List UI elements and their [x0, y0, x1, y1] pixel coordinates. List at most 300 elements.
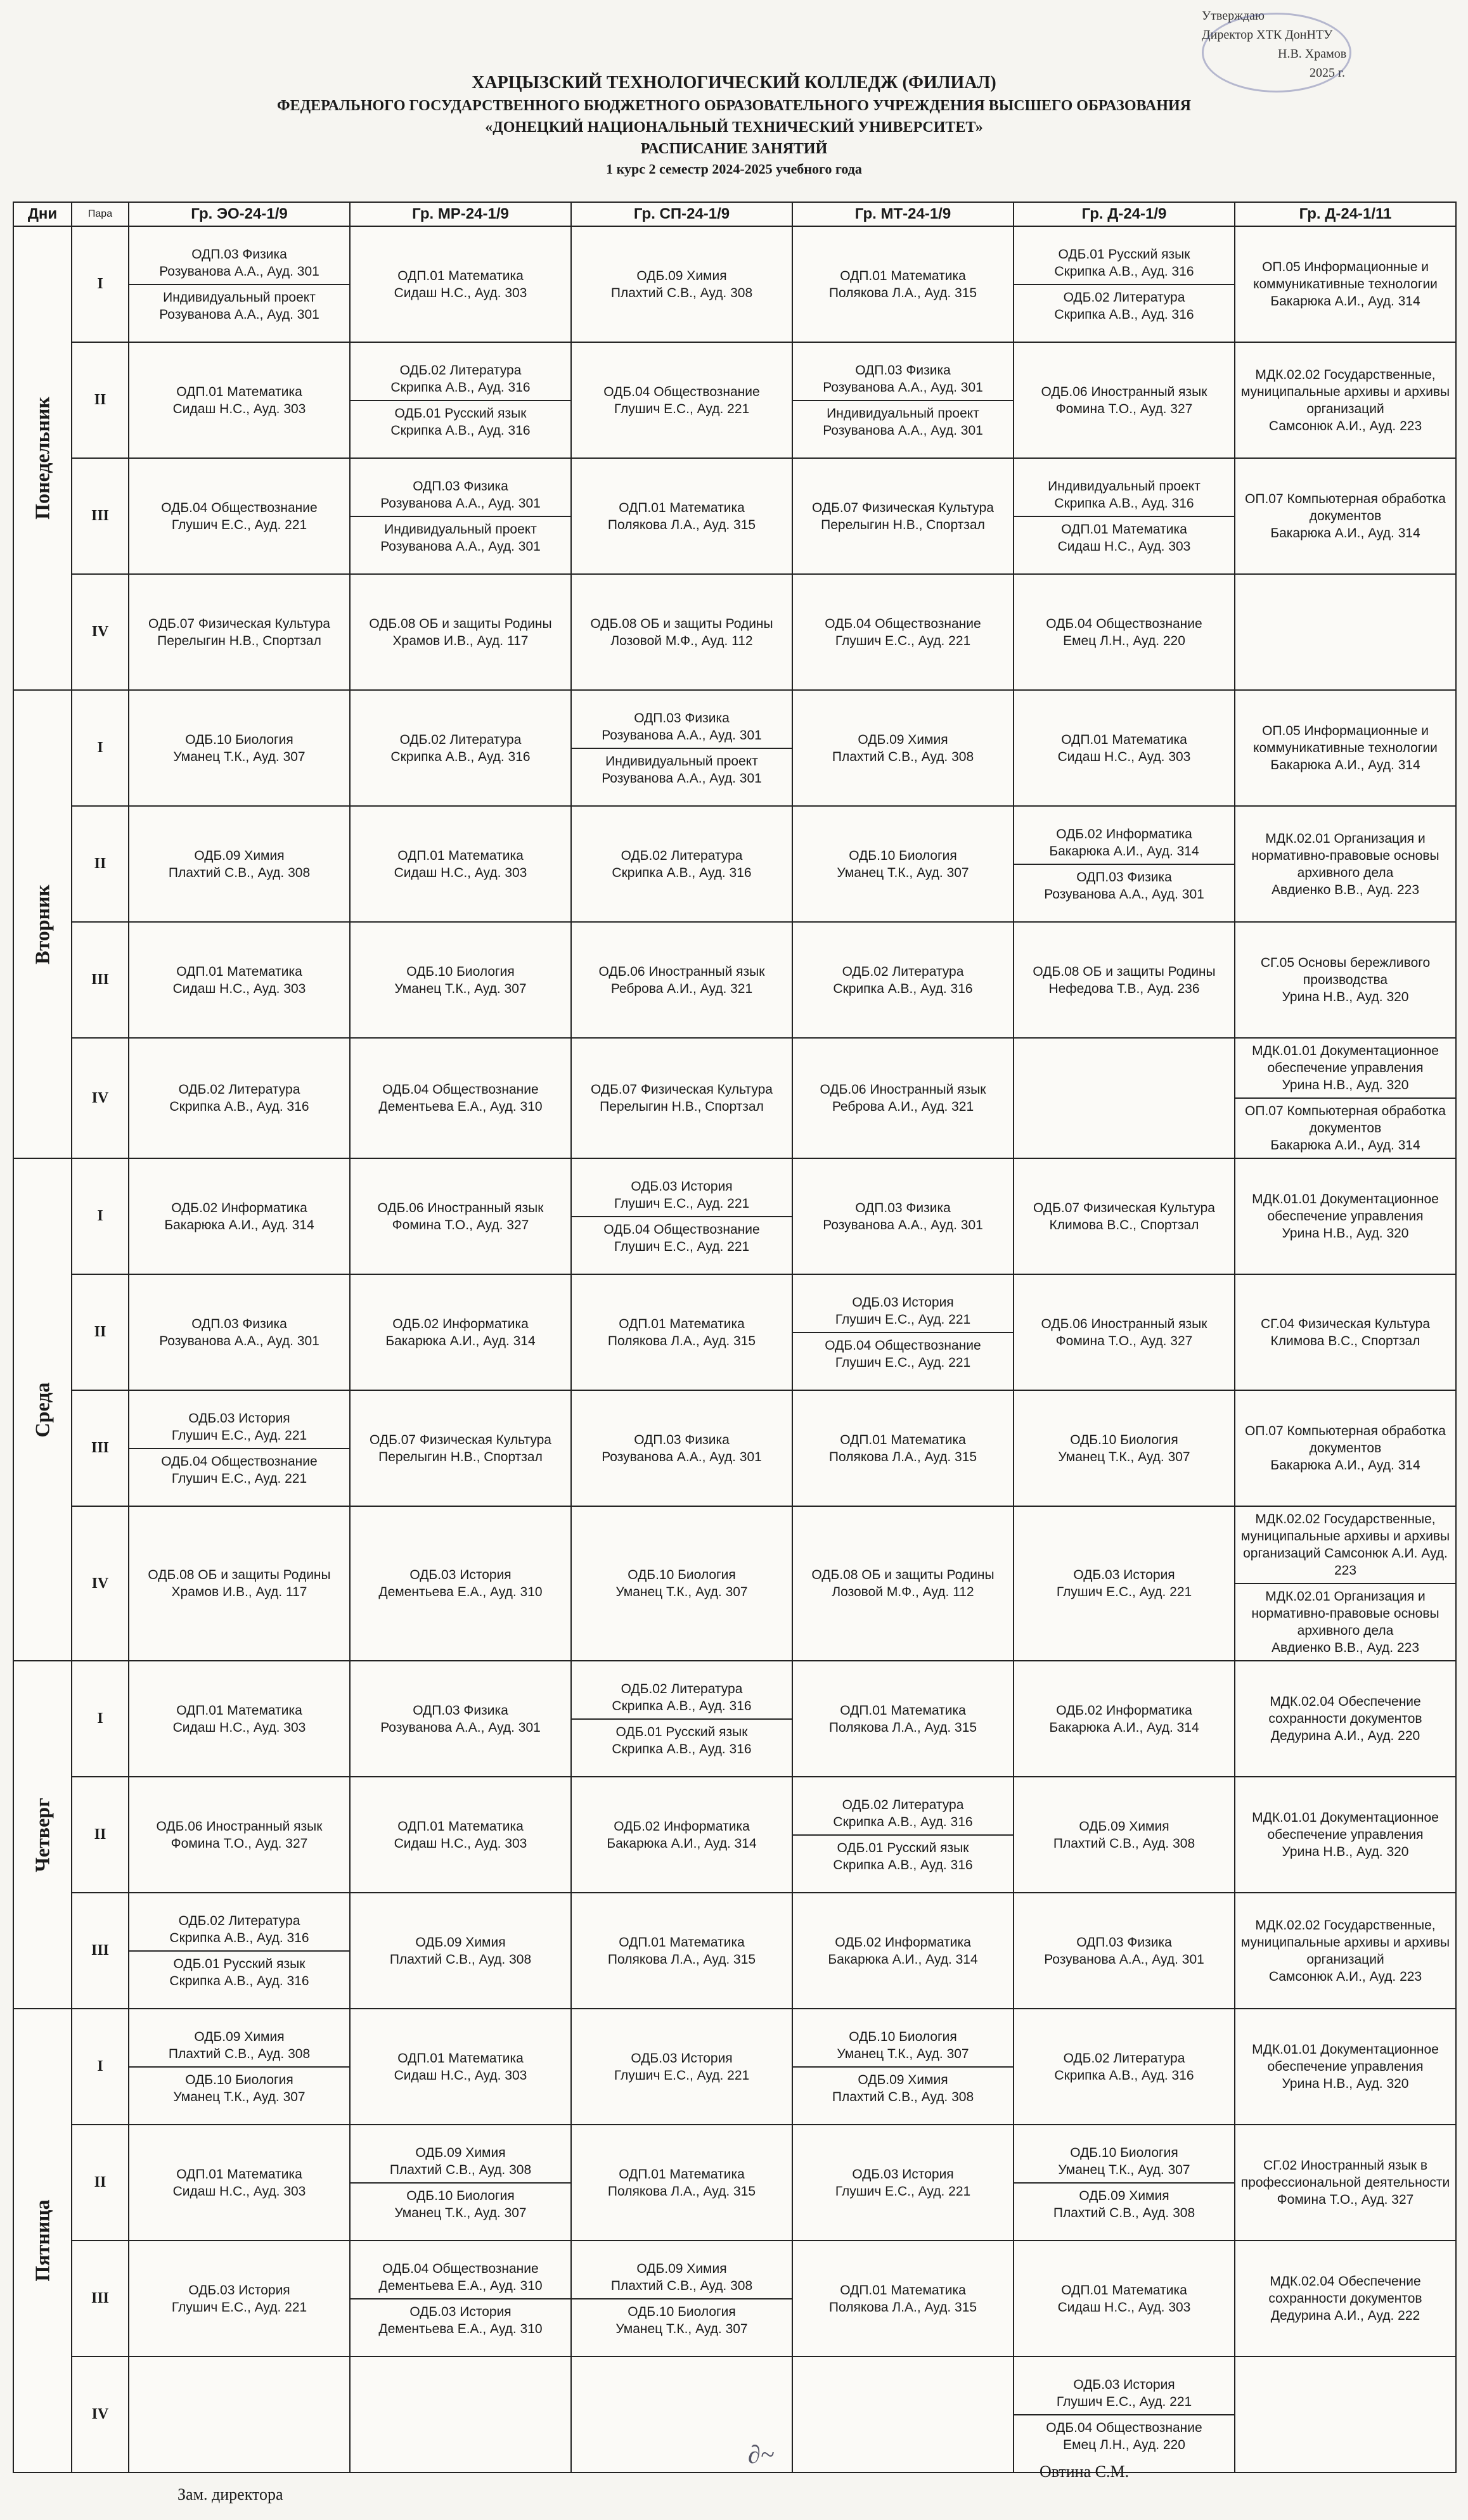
lesson-teacher-room: Реброва А.И., Ауд. 321: [832, 1099, 974, 1114]
schedule-cell: [792, 1777, 1014, 1893]
schedule-cell: [350, 1661, 571, 1777]
lesson-entry: [129, 1950, 349, 1993]
lesson-teacher-room: Емец Л.Н., Ауд. 220: [1063, 633, 1185, 648]
lesson-entry: [129, 2066, 349, 2109]
lesson-teacher-room: Бакарюка А.И., Ауд. 314: [1049, 1720, 1199, 1735]
lesson-subject: ОДБ.04 Обществознание: [825, 616, 981, 631]
lesson-entry: [351, 1077, 570, 1119]
schedule-cell: [571, 2241, 792, 2357]
lesson-entry: [572, 264, 792, 305]
lesson-teacher-room: Полякова Л.А., Ауд. 315: [607, 1333, 756, 1348]
schedule-cell: [350, 342, 571, 458]
lesson-subject: ОДБ.01 Русский язык: [1058, 246, 1190, 262]
lesson-teacher-room: Скрипка А.В., Ауд. 316: [612, 1698, 752, 1713]
pair-number: I: [72, 690, 129, 806]
lesson-subject: ОДБ.03 История: [852, 1295, 954, 1310]
lesson-entry: [572, 1563, 792, 1604]
lesson-subject: ОДБ.08 ОБ и защиты Родины: [1033, 964, 1216, 979]
lesson-entry: [1235, 1312, 1455, 1353]
schedule-cell: [129, 2241, 350, 2357]
lesson-subject: ОДБ.10 Биология: [185, 732, 293, 747]
schedule-cell: [792, 922, 1014, 1038]
lesson-entry: [793, 2278, 1013, 2320]
lesson-entry: [129, 1406, 349, 1448]
lesson-subject: ОДП.01 Математика: [619, 1935, 745, 1950]
approval-line-4: 2025 г.: [1310, 66, 1345, 80]
lesson-entry: [351, 1196, 570, 1238]
schedule-cell: [129, 1274, 350, 1390]
schedule-cell: [350, 2125, 571, 2241]
lesson-teacher-room: Глушич Е.С., Ауд. 221: [171, 1471, 307, 1486]
schedule-cell: [1014, 2009, 1235, 2125]
schedule-cell: [1235, 2241, 1456, 2357]
lesson-subject: ОДБ.09 Химия: [1079, 1819, 1169, 1834]
lesson-entry: [351, 611, 570, 653]
schedule-cell: [1235, 1506, 1456, 1661]
lesson-teacher-room: Дементьева Е.А., Ауд. 310: [378, 1099, 543, 1114]
lesson-entry: [1235, 719, 1455, 777]
schedule-cell: [1014, 458, 1235, 574]
lesson-teacher-room: Уманец Т.К., Ауд. 307: [173, 2089, 306, 2104]
lesson-entry: [129, 959, 349, 1001]
lesson-subject: ОДБ.03 История: [1073, 2377, 1175, 2392]
pair-row: [13, 1893, 1456, 2009]
lesson-subject: ОДБ.10 Биология: [406, 2188, 515, 2203]
lesson-subject: МДК.02.01 Организация и нормативно-правовые основы архивного дела: [1251, 1589, 1439, 1638]
lesson-entry: [129, 1077, 349, 1119]
lesson-entry: [1235, 255, 1455, 314]
lesson-teacher-room: Плахтий С.В., Ауд. 308: [389, 2162, 532, 2177]
day-cell: [13, 2009, 72, 2472]
lesson-entry: [793, 264, 1013, 305]
schedule-cell: [792, 342, 1014, 458]
lesson-subject: ОДБ.10 Биология: [185, 2072, 293, 2087]
schedule-cell: [129, 2009, 350, 2125]
university-name: «ДОНЕЦКИЙ НАЦИОНАЛЬНЫЙ ТЕХНИЧЕСКИЙ УНИВЕРСИТЕТ»: [485, 119, 983, 136]
schedule-cell: [792, 2241, 1014, 2357]
lesson-entry: [572, 2256, 792, 2298]
schedule-cell: [571, 1158, 792, 1274]
lesson-entry: [793, 2024, 1013, 2066]
lesson-teacher-room: Дементьева Е.А., Ауд. 310: [378, 2278, 543, 2293]
lesson-teacher-room: Храмов И.В., Ауд. 117: [392, 633, 529, 648]
lesson-entry: [351, 1930, 570, 1972]
lesson-teacher-room: Емец Л.Н., Ауд. 220: [1063, 2437, 1185, 2452]
lesson-teacher-room: Урина Н.В., Ауд. 320: [1282, 2076, 1409, 2091]
lesson-subject: ОДБ.02 Литература: [842, 964, 964, 979]
lesson-entry: [572, 748, 792, 791]
schedule-cell: [1014, 226, 1235, 342]
lesson-teacher-room: Полякова Л.А., Ауд. 315: [607, 517, 756, 532]
day-name: Четверг: [30, 1797, 54, 1872]
lesson-entry: [351, 2046, 570, 2088]
schedule-cell: [129, 1038, 350, 1158]
pair-number: IV: [72, 574, 129, 690]
pair-row: [13, 922, 1456, 1038]
lesson-entry: [351, 2298, 570, 2341]
lesson-entry: [572, 1077, 792, 1119]
lesson-entry: [129, 380, 349, 421]
lesson-subject: ОДБ.06 Иностранный язык: [820, 1082, 986, 1097]
day-name: Вторник: [30, 884, 54, 964]
schedule-table: [13, 201, 1457, 2473]
schedule-cell: [571, 1777, 792, 1893]
lesson-teacher-room: Сидаш Н.С., Ауд. 303: [172, 2184, 306, 2199]
lesson-entry: [572, 1174, 792, 1216]
lesson-teacher-room: Уманец Т.К., Ауд. 307: [1058, 2162, 1190, 2177]
signature-icon: ∂~: [748, 2440, 775, 2469]
lesson-subject: Индивидуальный проект: [384, 521, 537, 537]
schedule-cell: [792, 458, 1014, 574]
schedule-cell: [792, 1038, 1014, 1158]
schedule-cell: [129, 1506, 350, 1661]
lesson-teacher-room: Сидаш Н.С., Ауд. 303: [1057, 2299, 1191, 2315]
lesson-teacher-room: Глушич Е.С., Ауд. 221: [835, 1355, 971, 1370]
schedule-cell: [350, 1390, 571, 1506]
lesson-subject: ОДБ.04 Обществознание: [382, 1082, 539, 1097]
lesson-entry: [129, 1312, 349, 1353]
lesson-entry: [793, 496, 1013, 537]
pair-number: III: [72, 458, 129, 574]
lesson-teacher-room: Полякова Л.А., Ауд. 315: [828, 2299, 977, 2315]
schedule-cell: [129, 1893, 350, 2009]
lesson-entry: [572, 843, 792, 885]
schedule-cell: [129, 226, 350, 342]
footer-position: Зам. директора: [177, 2485, 283, 2504]
lesson-subject: ОДП.01 Математика: [840, 1432, 966, 1447]
lesson-teacher-room: Розуванова А.А., Ауд. 301: [823, 380, 983, 395]
schedule-cell: [1235, 690, 1456, 806]
schedule-cell: [1014, 922, 1235, 1038]
pair-number: III: [72, 1390, 129, 1506]
lesson-entry: [129, 1563, 349, 1604]
lesson-entry: [129, 1698, 349, 1740]
lesson-entry: [129, 284, 349, 327]
lesson-subject: ОДП.01 Математика: [397, 2050, 524, 2066]
lesson-entry: [572, 1677, 792, 1718]
lesson-entry: [1014, 474, 1234, 516]
lesson-entry: [1014, 1196, 1234, 1238]
document-subtitle: 1 курс 2 семестр 2024-2025 учебного года: [606, 161, 862, 177]
lesson-entry: [1235, 1583, 1455, 1660]
lesson-subject: ОДБ.09 Химия: [415, 1935, 506, 1950]
lesson-entry: [1235, 487, 1455, 546]
lesson-teacher-room: Фомина Т.О., Ауд. 327: [392, 1217, 529, 1232]
lesson-entry: [351, 358, 570, 400]
lesson-teacher-room: Бакарюка А.И., Ауд. 314: [1270, 294, 1420, 309]
lesson-entry: [1235, 1187, 1455, 1246]
lesson-subject: ОДБ.02 Литература: [842, 1797, 964, 1812]
schedule-cell: [350, 1777, 571, 1893]
lesson-entry: [793, 959, 1013, 1001]
lesson-subject: ОДП.01 Математика: [619, 2166, 745, 2182]
pair-number: III: [72, 2241, 129, 2357]
pair-number: IV: [72, 1506, 129, 1661]
lesson-subject: ОДБ.06 Иностранный язык: [156, 1819, 323, 1834]
schedule-cell: [129, 574, 350, 690]
lesson-teacher-room: Уманец Т.К., Ауд. 307: [1058, 1449, 1190, 1464]
lesson-subject: ОДБ.03 История: [409, 2304, 512, 2319]
pair-number: III: [72, 922, 129, 1038]
lesson-subject: МДК.01.01 Документационное обеспечение управления: [1252, 2042, 1439, 2074]
lesson-teacher-room: Перелыгин Н.В., Спортзал: [378, 1449, 543, 1464]
schedule-cell: [350, 1506, 571, 1661]
lesson-teacher-room: Бакарюка А.И., Ауд. 314: [1049, 843, 1199, 859]
lesson-subject: ОДБ.07 Физическая Культура: [1033, 1200, 1215, 1215]
lesson-subject: ОДБ.07 Физическая Культура: [812, 500, 994, 515]
lesson-teacher-room: Перелыгин Н.В., Спортзал: [157, 633, 321, 648]
lesson-teacher-room: Авдиенко В.В., Ауд. 223: [1271, 882, 1419, 897]
schedule-cell: [1235, 574, 1456, 690]
lesson-entry: [793, 1077, 1013, 1119]
lesson-teacher-room: Дедурина А.И., Ауд. 220: [1270, 1729, 1420, 1743]
group-header: Гр. МТ-24-1/9: [792, 202, 1014, 226]
lesson-entry: [1235, 362, 1455, 438]
lesson-entry: [129, 1196, 349, 1238]
pair-row: [13, 806, 1456, 922]
lesson-entry: [572, 2046, 792, 2088]
schedule-cell: [571, 458, 792, 574]
lesson-teacher-room: Плахтий С.В., Ауд. 308: [168, 865, 311, 880]
schedule-cell: [792, 690, 1014, 806]
lesson-entry: [351, 843, 570, 885]
lesson-subject: ОДБ.10 Биология: [1070, 1432, 1178, 1447]
lesson-teacher-room: Скрипка А.В., Ауд. 316: [1054, 307, 1194, 322]
lesson-teacher-room: Бакарюка А.И., Ауд. 314: [164, 1217, 314, 1232]
day-cell: [13, 1661, 72, 2009]
lesson-entry: [351, 516, 570, 559]
pair-row: [13, 1274, 1456, 1390]
lesson-entry: [1014, 1698, 1234, 1740]
schedule-cell: [1235, 342, 1456, 458]
lesson-teacher-room: Глушич Е.С., Ауд. 221: [835, 2184, 971, 2199]
lesson-entry: [793, 1563, 1013, 1604]
lesson-teacher-room: Скрипка А.В., Ауд. 316: [612, 865, 752, 880]
lesson-subject: ОДБ.09 Химия: [636, 268, 727, 283]
pair-row: [13, 342, 1456, 458]
lesson-entry: [793, 1428, 1013, 1469]
lesson-entry: [1235, 950, 1455, 1009]
pair-number: II: [72, 2125, 129, 2241]
schedule-cell: [792, 1506, 1014, 1661]
lesson-subject: ОДБ.06 Иностранный язык: [598, 964, 765, 979]
lesson-teacher-room: Плахтий С.В., Ауд. 308: [389, 1952, 532, 1967]
lesson-teacher-room: Уманец Т.К., Ауд. 307: [615, 2321, 748, 2336]
schedule-cell: [350, 458, 571, 574]
lesson-teacher-room: Сидаш Н.С., Ауд. 303: [394, 285, 527, 300]
lesson-entry: [1014, 1312, 1234, 1353]
lesson-entry: [1235, 1419, 1455, 1478]
lesson-teacher-room: Сидаш Н.С., Ауд. 303: [394, 865, 527, 880]
lesson-teacher-room: Бакарюка А.И., Ауд. 314: [607, 1836, 757, 1851]
schedule-cell: [571, 226, 792, 342]
pair-number: I: [72, 1661, 129, 1777]
lesson-entry: [351, 2182, 570, 2225]
lesson-entry: [572, 2162, 792, 2204]
pair-row: [13, 1390, 1456, 1506]
lesson-subject: ОДБ.06 Иностранный язык: [1041, 384, 1207, 399]
lesson-subject: МДК.02.02 Государственные, муниципальные архивы и архивы организаций: [1240, 367, 1450, 416]
lesson-teacher-room: Розуванова А.А., Ауд. 301: [380, 496, 541, 511]
lesson-entry: [351, 1698, 570, 1740]
lesson-entry: [1014, 2414, 1234, 2457]
lesson-subject: ОДБ.09 Химия: [194, 2029, 285, 2044]
schedule-cell: [571, 690, 792, 806]
lesson-entry: [793, 1930, 1013, 1972]
schedule-cell: [1235, 2357, 1456, 2472]
lesson-teacher-room: Скрипка А.В., Ауд. 316: [833, 981, 973, 996]
lesson-entry: [1014, 2278, 1234, 2320]
schedule-cell: [1014, 1158, 1235, 1274]
lesson-subject: ОДБ.09 Химия: [415, 2145, 506, 2160]
lesson-subject: ОДБ.10 Биология: [628, 1568, 736, 1582]
lesson-subject: ОДП.03 Физика: [413, 1703, 508, 1718]
schedule-cell: [350, 2009, 571, 2125]
approval-line-1: Утверждаю: [1202, 9, 1265, 23]
lesson-teacher-room: Реброва А.И., Ауд. 321: [610, 981, 753, 996]
lesson-entry: [1014, 611, 1234, 653]
schedule-cell: [129, 2125, 350, 2241]
lesson-subject: ОДБ.04 Обществознание: [382, 2261, 539, 2276]
schedule-cell: [792, 1274, 1014, 1390]
schedule-cell: [1235, 2125, 1456, 2241]
lesson-subject: ОДП.01 Математика: [619, 1316, 745, 1331]
schedule-cell: [1014, 1893, 1235, 2009]
schedule-cell: [571, 342, 792, 458]
schedule-cell: [1235, 1274, 1456, 1390]
lesson-subject: ОДП.01 Математика: [840, 2282, 966, 2298]
lesson-entry: [793, 727, 1013, 769]
schedule-cell: [792, 2009, 1014, 2125]
day-name: Пятница: [30, 2199, 54, 2282]
pair-row: [13, 1777, 1456, 1893]
lesson-teacher-room: Скрипка А.В., Ауд. 316: [1054, 264, 1194, 279]
lesson-subject: ОДБ.10 Биология: [1070, 2145, 1178, 2160]
schedule-cell: [792, 1893, 1014, 2009]
day-cell: [13, 1158, 72, 1661]
lesson-subject: ОДБ.02 Информатика: [1056, 826, 1192, 841]
lesson-subject: ОДП.03 Физика: [1076, 869, 1172, 885]
schedule-cell: [1235, 1038, 1456, 1158]
lesson-teacher-room: Полякова Л.А., Ауд. 315: [828, 1720, 977, 1735]
lesson-entry: [572, 706, 792, 748]
lesson-subject: МДК.01.01 Документационное обеспечение управления: [1252, 1192, 1439, 1224]
schedule-cell: [350, 226, 571, 342]
lesson-subject: ОДБ.04 Обществознание: [603, 1222, 760, 1237]
lesson-teacher-room: Сидаш Н.С., Ауд. 303: [172, 981, 306, 996]
lesson-teacher-room: Плахтий С.В., Ауд. 308: [832, 749, 974, 764]
schedule-cell: [571, 1506, 792, 1661]
lesson-subject: ОДБ.02 Литература: [1063, 290, 1185, 305]
lesson-subject: ОДБ.08 ОБ и защиты Родины: [590, 616, 773, 631]
lesson-teacher-room: Сидаш Н.С., Ауд. 303: [394, 1836, 527, 1851]
lesson-subject: МДК.02.02 Государственные, муниципальные архивы и архивы организаций: [1240, 1917, 1450, 1967]
lesson-subject: ОДБ.06 Иностранный язык: [1041, 1316, 1207, 1331]
lesson-entry: [793, 1332, 1013, 1375]
lesson-teacher-room: Фомина Т.О., Ауд. 327: [1277, 2192, 1414, 2207]
lesson-teacher-room: Бакарюка А.И., Ауд. 314: [828, 1952, 978, 1967]
lesson-entry: [351, 727, 570, 769]
schedule-cell: [1235, 806, 1456, 922]
lesson-entry: [1235, 1689, 1455, 1748]
lesson-entry: [1014, 380, 1234, 421]
lesson-entry: [1014, 1428, 1234, 1469]
lesson-teacher-room: Уманец Т.К., Ауд. 307: [394, 2205, 527, 2220]
lesson-teacher-room: Уманец Т.К., Ауд. 307: [837, 865, 969, 880]
schedule-cell: [350, 1274, 571, 1390]
lesson-teacher-room: Розуванова А.А., Ауд. 301: [602, 727, 762, 743]
lesson-subject: ОДП.03 Физика: [191, 1316, 287, 1331]
lesson-entry: [1014, 2182, 1234, 2225]
lesson-teacher-room: Розуванова А.А., Ауд. 301: [1044, 1952, 1204, 1967]
lesson-subject: ОДБ.02 Литература: [1063, 2050, 1185, 2066]
lesson-teacher-room: Глушич Е.С., Ауд. 221: [614, 2068, 750, 2083]
pair-row: [13, 2241, 1456, 2357]
lesson-subject: ОДП.01 Математика: [176, 384, 302, 399]
schedule-cell: [1235, 2009, 1456, 2125]
lesson-subject: ОДБ.10 Биология: [406, 964, 515, 979]
schedule-cell: [571, 1038, 792, 1158]
schedule-cell: [571, 1661, 792, 1777]
lesson-entry: [572, 2298, 792, 2341]
lesson-teacher-room: Дементьева Е.А., Ауд. 310: [378, 2321, 543, 2336]
lesson-entry: [572, 1718, 792, 1762]
lesson-subject: ОДП.01 Математика: [397, 268, 524, 283]
pair-number: I: [72, 226, 129, 342]
lesson-entry: [351, 1312, 570, 1353]
lesson-teacher-room: Фомина Т.О., Ауд. 327: [171, 1836, 308, 1851]
lesson-teacher-room: Сидаш Н.С., Ауд. 303: [172, 401, 306, 416]
lesson-subject: ОДБ.02 Литература: [399, 362, 522, 378]
lesson-entry: [1235, 1805, 1455, 1864]
lesson-entry: [1235, 2037, 1455, 2096]
lesson-entry: [1014, 284, 1234, 327]
schedule-cell: [1014, 1274, 1235, 1390]
schedule-cell: [1235, 922, 1456, 1038]
lesson-teacher-room: Лозовой М.Ф., Ауд. 112: [832, 1585, 974, 1599]
header-row: [13, 202, 1456, 226]
pair-row: [13, 2357, 1456, 2472]
lesson-subject: ОДП.01 Математика: [397, 1819, 524, 1834]
schedule-cell: [792, 2357, 1014, 2472]
lesson-subject: ОДП.03 Физика: [855, 362, 951, 378]
lesson-teacher-room: Уманец Т.К., Ауд. 307: [173, 749, 306, 764]
footer-name: Овтина С.М.: [1040, 2462, 1130, 2481]
para-header: Пара: [72, 202, 129, 226]
lesson-subject: ОДБ.04 Обществознание: [603, 384, 760, 399]
schedule-cell: [571, 1390, 792, 1506]
lesson-entry: [572, 611, 792, 653]
lesson-entry: [1014, 1563, 1234, 1604]
lesson-teacher-room: Скрипка А.В., Ауд. 316: [390, 380, 531, 395]
lesson-entry: [129, 2278, 349, 2320]
lesson-entry: [1235, 2269, 1455, 2328]
lesson-entry: [793, 400, 1013, 443]
lesson-entry: [793, 1793, 1013, 1834]
schedule-cell: [571, 1274, 792, 1390]
lesson-subject: ОДБ.01 Русский язык: [173, 1956, 306, 1971]
lesson-subject: ОДП.03 Физика: [413, 478, 508, 494]
pair-number: IV: [72, 1038, 129, 1158]
lesson-teacher-room: Полякова Л.А., Ауд. 315: [828, 285, 977, 300]
schedule-cell: [350, 2241, 571, 2357]
day-name: Понедельник: [30, 397, 54, 520]
lesson-subject: МДК.01.01 Документационное обеспечение управления: [1252, 1810, 1439, 1842]
pair-row: [13, 690, 1456, 806]
lesson-teacher-room: Полякова Л.А., Ауд. 315: [607, 2184, 756, 2199]
lesson-teacher-room: Сидаш Н.С., Ауд. 303: [1057, 539, 1191, 554]
pair-number: II: [72, 1274, 129, 1390]
